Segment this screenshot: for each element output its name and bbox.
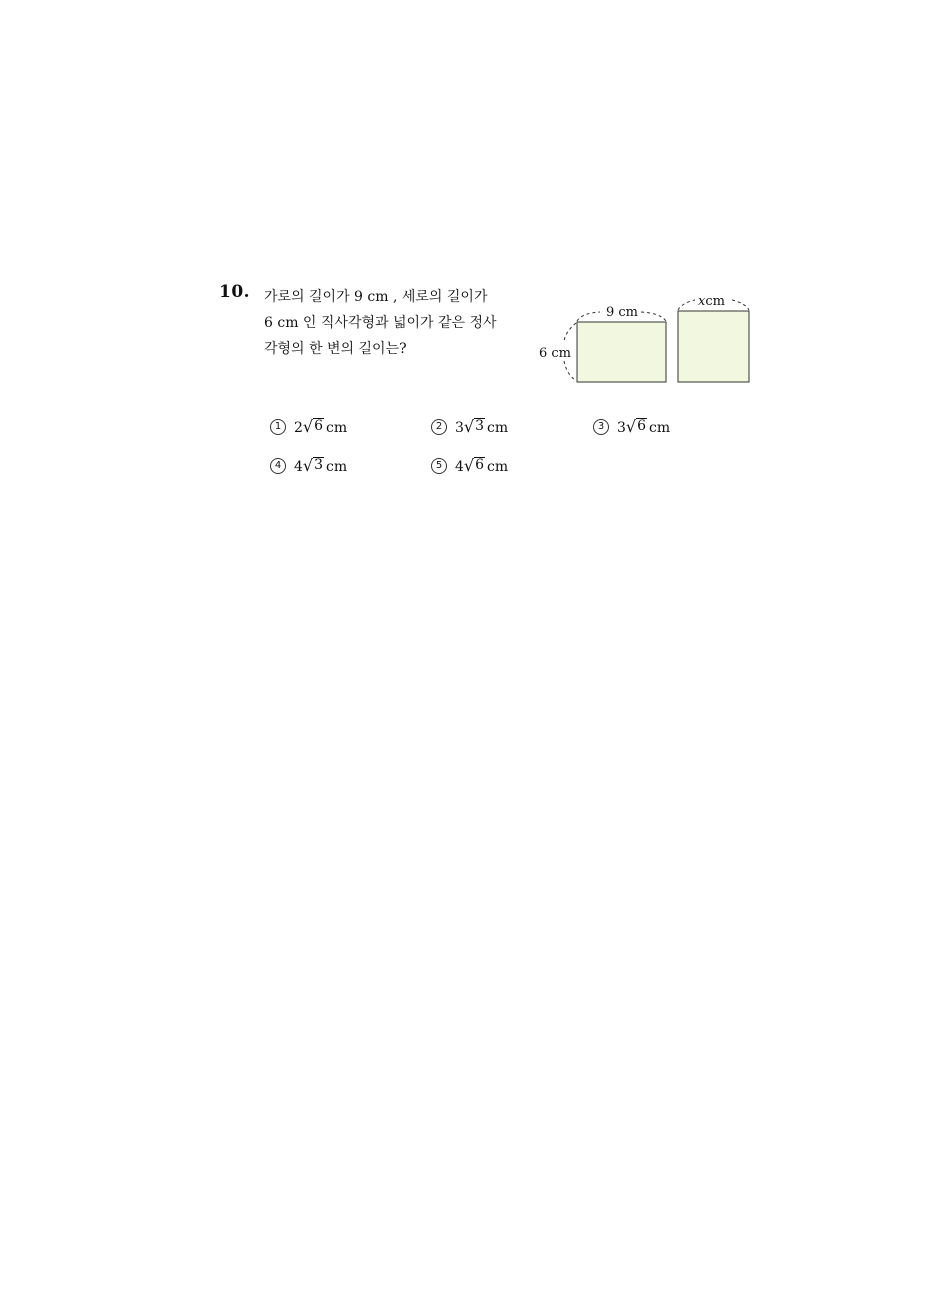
question-line-3: 각형의 한 변의 길이는? bbox=[264, 341, 407, 357]
rect-width-arc-right bbox=[641, 312, 666, 321]
square-side-unit: cm bbox=[705, 294, 725, 309]
rect-width-arc bbox=[577, 312, 600, 321]
choice-unit: cm bbox=[326, 459, 348, 475]
choice-unit: cm bbox=[649, 420, 671, 436]
rect-height-label: 6 cm bbox=[539, 346, 572, 361]
choice-radicand: 6 bbox=[314, 418, 324, 434]
choice-radicand: 6 bbox=[637, 418, 647, 434]
choice-3[interactable] bbox=[593, 418, 670, 436]
question-line-2: 6 cm 인 직사각형과 넓이가 같은 정사 bbox=[264, 315, 497, 331]
choice-radicand: 3 bbox=[314, 457, 324, 473]
sqrt-icon: √ bbox=[302, 456, 314, 475]
rect-height-arc-bottom bbox=[564, 361, 576, 381]
sqrt-icon: √ bbox=[302, 417, 314, 436]
sqrt-icon: √ bbox=[463, 456, 475, 475]
question-number: 10. bbox=[219, 282, 251, 302]
choice-coef: 3 bbox=[617, 420, 626, 436]
choice-5[interactable] bbox=[431, 457, 508, 475]
figure bbox=[530, 285, 760, 395]
square-side-arc bbox=[678, 300, 695, 310]
question-text bbox=[264, 284, 526, 362]
choice-marker: 1 bbox=[270, 419, 286, 435]
choice-marker: 3 bbox=[593, 419, 609, 435]
choice-unit: cm bbox=[326, 420, 348, 436]
choice-radicand: 6 bbox=[475, 457, 485, 473]
sqrt-icon: √ bbox=[463, 417, 475, 436]
square-side-var: x bbox=[698, 294, 706, 309]
rect-width-label: 9 cm bbox=[606, 305, 639, 320]
square-shape bbox=[678, 311, 749, 382]
choice-coef: 4 bbox=[455, 459, 464, 475]
svg-text:xcm bbox=[698, 294, 725, 309]
choice-unit: cm bbox=[487, 420, 509, 436]
question-line-1: 가로의 길이가 9 cm , 세로의 길이가 bbox=[264, 289, 488, 305]
choice-unit: cm bbox=[487, 459, 509, 475]
choice-marker: 5 bbox=[431, 458, 447, 474]
choice-2[interactable] bbox=[431, 418, 508, 436]
sqrt-icon: √ bbox=[625, 417, 637, 436]
choice-radicand: 3 bbox=[475, 418, 485, 434]
choice-coef: 3 bbox=[455, 420, 464, 436]
rectangle-shape bbox=[577, 322, 666, 382]
figure-svg bbox=[530, 285, 760, 395]
square-side-arc-right bbox=[732, 300, 749, 310]
choice-4[interactable] bbox=[270, 457, 347, 475]
rect-height-arc bbox=[564, 323, 576, 343]
choice-marker: 2 bbox=[431, 419, 447, 435]
choice-coef: 2 bbox=[294, 420, 303, 436]
choice-1[interactable] bbox=[270, 418, 347, 436]
choice-coef: 4 bbox=[294, 459, 303, 475]
choice-marker: 4 bbox=[270, 458, 286, 474]
